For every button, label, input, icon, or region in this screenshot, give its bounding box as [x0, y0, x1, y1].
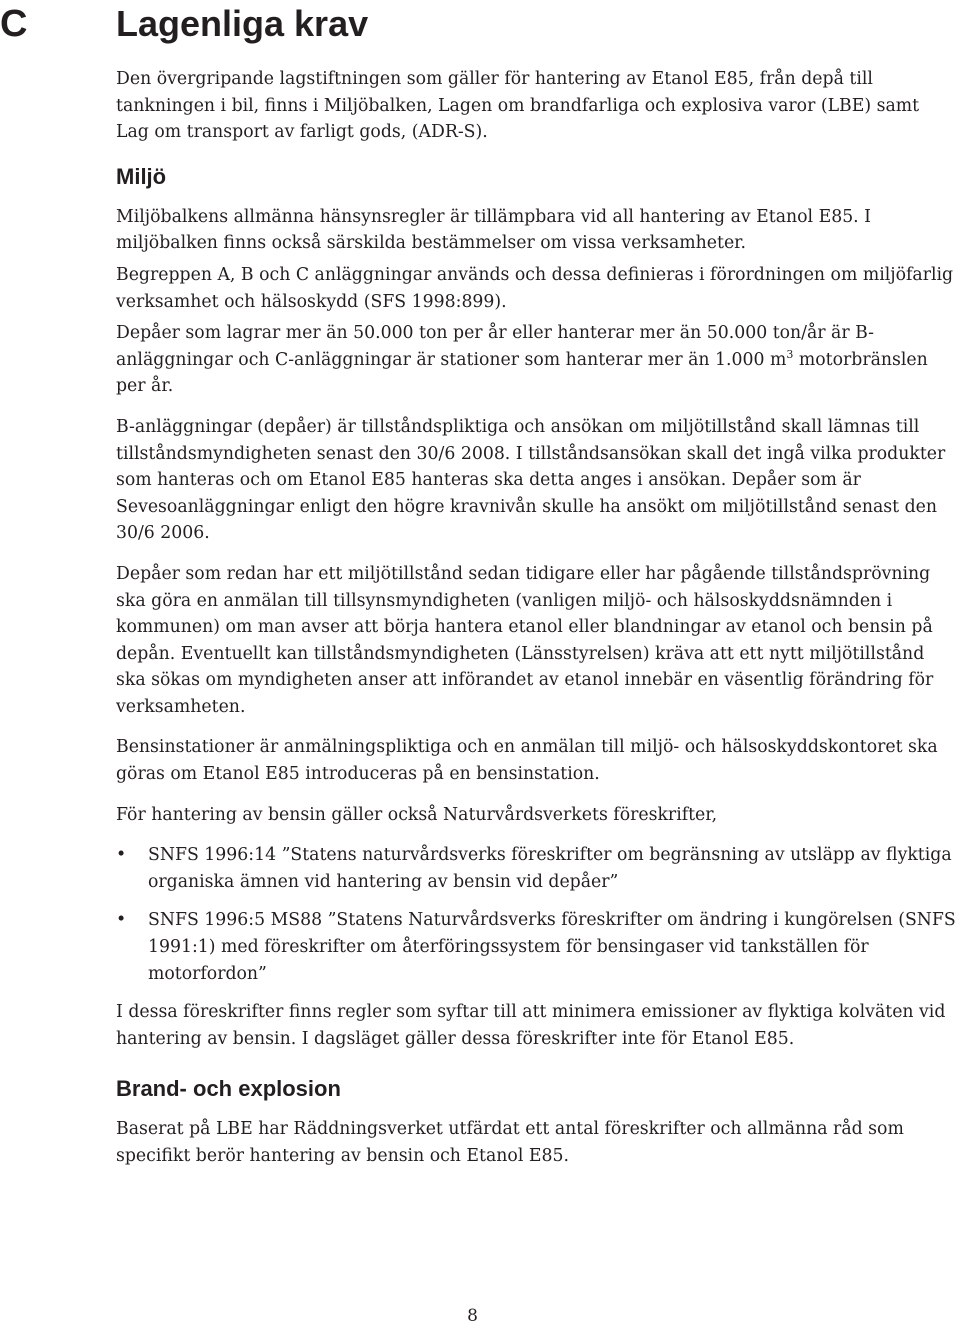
- chapter-letter: C: [0, 3, 28, 45]
- miljo-paragraph-8: I dessa föreskrifter finns regler som syftar till att minimera emissioner av flyktiga kolväten vid hantering av bensin. I dagsläget gäller dessa föreskrifter inte för Etanol E85.: [116, 1002, 946, 1049]
- regulation-list: [116, 842, 956, 987]
- list-item-text: SNFS 1996:14 ”Statens naturvårdsverks föreskrifter om begränsning av utsläpp av flyktiga organiska ämnen vid hantering av bensin vid depåer”: [148, 845, 952, 892]
- miljo-paragraph-3: [116, 320, 956, 400]
- miljo-paragraph-4: B-anläggningar (depåer) är tillståndspliktiga och ansökan om miljötillstånd skall lämnas till tillståndsmyndigheten senast den 30/6 2008. I tillståndsansökan skall det ingå vilka produkter som hanteras och om Etanol E85 hanteras ska detta anges i ansökan. Depåer som är Sevesoanläggningar enligt den högre kravnivån skulle ha ansökt om miljötillstånd senast den 30/6 2006.: [116, 416, 946, 544]
- paragraph-3-text-end: motorbränslen per år.: [116, 349, 928, 397]
- page-number: 8: [467, 1306, 478, 1326]
- section-heading-miljo: Miljö: [116, 163, 167, 189]
- bullet-icon: •: [116, 910, 127, 931]
- miljo-paragraph-5: Depåer som redan har ett miljötillstånd sedan tidigare eller har pågående tillståndsprövning ska göra en anmälan till tillsynsmyndigheten (vanligen miljö- och hälsoskyddsnämnden i kommunen) om man avser att börja hantera etanol eller blandningar av etanol och bensin på depån. Eventuellt kan tillståndsmyndigheten (Länsstyrelsen) kräva att ett nytt miljötillstånd ska sökas om myndigheten anser att införandet av etanol innebär en väsentlig förändring för verksamheten.: [116, 563, 934, 717]
- paragraph-3-text: Depåer som lagrar mer än 50.000 ton per år eller hanterar mer än 50.000 ton/år är B-anläggningar och C-anläggningar är stationer som hanterar mer än 1.000 m: [116, 323, 874, 370]
- superscript-3: 3: [786, 347, 794, 361]
- list-item-text: SNFS 1996:5 MS88 ”Statens Naturvårdsverks föreskrifter om ändring i kungörelsen (SNFS 1991:1) med föreskrifter om återföringssystem för bensingaser vid tankställen för motorfordon”: [148, 910, 956, 984]
- intro-paragraph: Den övergripande lagstiftningen som gäller för hantering av Etanol E85, från depå till tankningen i bil, finns i Miljöbalken, Lagen om brandfarliga och explosiva varor (LBE) samt Lag om transport av farligt gods, (ADR-S).: [116, 69, 920, 143]
- bullet-icon: •: [116, 845, 127, 866]
- miljo-paragraph-2: Begreppen A, B och C anläggningar används och dessa definieras i förordningen om miljöfarlig verksamhet och hälsoskydd (SFS 1998:899).: [116, 264, 954, 312]
- section-heading-brand: Brand- och explosion: [116, 1076, 341, 1102]
- miljo-paragraph-1: Miljöbalkens allmänna hänsynsregler är tillämpbara vid all hantering av Etanol E85. I miljöbalken finns också särskilda bestämmelser om vissa verksamheter.: [116, 206, 871, 254]
- list-item: [116, 842, 956, 895]
- page-content: [116, 66, 956, 1184]
- page-title: Lagenliga krav: [116, 3, 369, 44]
- list-item: [116, 907, 956, 987]
- miljo-paragraph-6: Bensinstationer är anmälningspliktiga och en anmälan till miljö- och hälsoskyddskontoret ska göras om Etanol E85 introduceras på en bensinstation.: [116, 737, 938, 785]
- brand-paragraph-1: Baserat på LBE har Räddningsverket utfärdat ett antal föreskrifter och allmänna råd som specifikt berör hantering av bensin och Etanol E85.: [116, 1119, 904, 1166]
- miljo-paragraph-7: För hantering av bensin gäller också Naturvårdsverkets föreskrifter,: [116, 804, 718, 825]
